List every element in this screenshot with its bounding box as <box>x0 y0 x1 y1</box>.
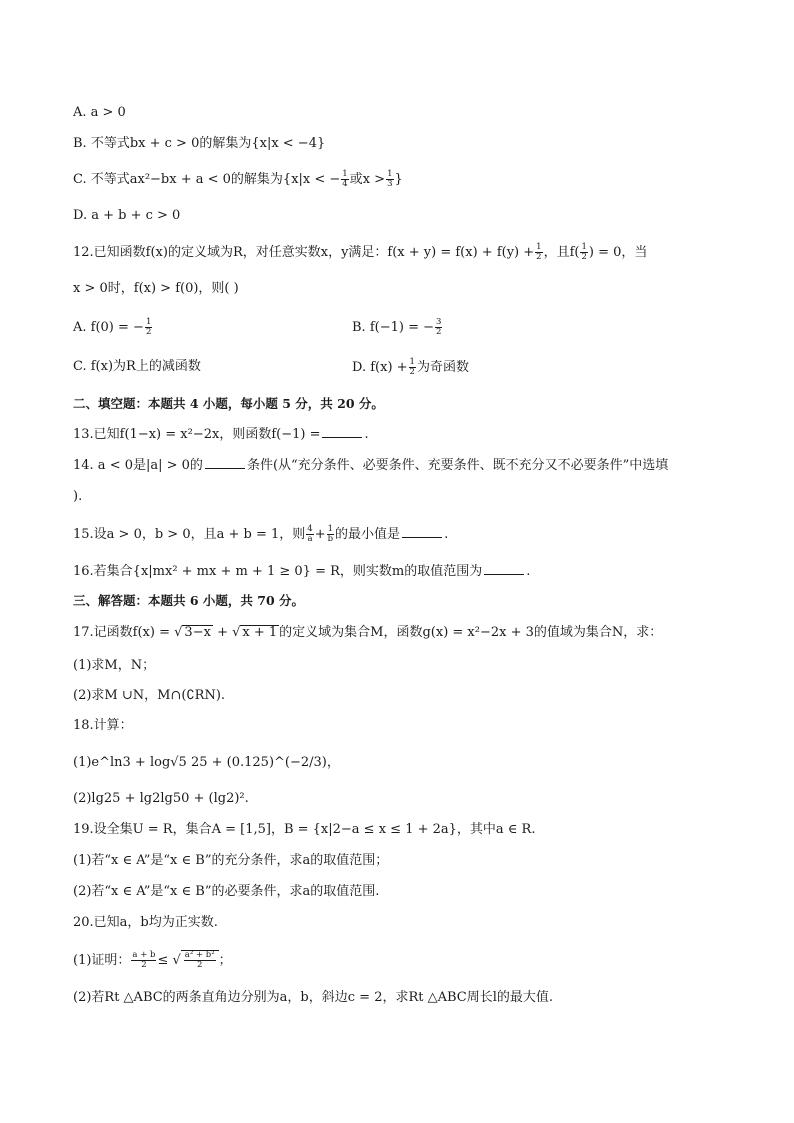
option-a-q12: A. f(0) = − $\frac{1}{2}$ <box>73 317 152 337</box>
option-c-q12: C. f(x)为R上的减函数 <box>73 359 201 374</box>
question-19-part2: (2)若“x ∈ A”是“x ∈ B”的必要条件，求a的取值范围. <box>73 884 380 899</box>
question-17-part2: (2)求M ∪N，M∩(∁RN). <box>73 688 226 703</box>
option-d-q12: D. f(x) + $\frac{1}{2}$ 为奇函数 <box>352 357 469 377</box>
question-19-part1: (1)若“x ∈ A”是“x ∈ B”的充分条件，求a的取值范围； <box>73 853 389 868</box>
question-18-part2: (2)lg25 + lg2lg50 + (lg2)². <box>73 791 249 806</box>
fraction: $\frac{1}{2}$ <box>536 242 542 262</box>
question-20-part2: (2)若Rt △ABC的两条直角边分别为a，b，斜边c = 2，求Rt △ABC周长l的最大值. <box>73 990 554 1005</box>
answer-blank[interactable] <box>484 562 524 575</box>
question-18: 18.计算： <box>73 718 133 733</box>
question-15: 15.设a > 0，b > 0，且a + b = 1，则 $\frac{4}{a}$ + $\frac{1}{b}$ 的最小值是 . <box>73 524 449 544</box>
question-19: 19.设全集U = R，集合A = [1,5]，B = {x|2−a ≤ x ≤ 1 + 2a}，其中a ∈ R. <box>73 822 536 837</box>
section-heading-solve: 三、解答题：本题共 6 小题，共 70 分。 <box>73 593 305 608</box>
fraction: $\frac{4}{a}$ <box>307 524 313 544</box>
question-13: 13.已知f(1−x) = x²−2x，则函数f(−1) = . <box>73 427 369 442</box>
question-20: 20.已知a，b均为正实数. <box>73 915 218 930</box>
answer-blank[interactable] <box>402 525 442 538</box>
answer-blank[interactable] <box>322 425 362 438</box>
question-14-line1: 14. a < 0是|a| > 0的 条件(从“充分条件、必要条件、充要条件、既不充分又不必要条件”中选填 <box>73 458 669 473</box>
fraction: $\frac{\text{a² + b²}}{2}$ <box>184 950 215 970</box>
option-b-q12: B. f(−1) = − $\frac{3}{2}$ <box>352 317 442 337</box>
fraction: $\frac{1}{4}$ <box>342 169 348 189</box>
fraction: $\frac{1}{b}$ <box>327 524 334 544</box>
question-20-part1: (1)证明： $\frac{a + b}{2}$ ≤ √ $\frac{\text{a² + b²}}{2}$ ； <box>73 950 232 970</box>
option-a-q11: A. a > 0 <box>73 105 126 120</box>
question-17: 17.记函数f(x) = √ 3−x + √ x + 1 的定义域为集合M，函数g(x) = x²−2x + 3的值域为集合N，求： <box>73 625 663 640</box>
question-12-line2: x > 0时，f(x) > f(0)，则( ) <box>73 281 239 296</box>
option-c-q11: C. 不等式ax²−bx + a < 0的解集为{x|x < − $\frac{1}{4}$ 或x > $\frac{1}{3}$ } <box>73 169 403 189</box>
question-18-part1: (1)e^ln3 + log√5 25 + (0.125)^(−2/3)， <box>73 755 340 770</box>
question-16: 16.若集合{x|mx² + mx + m + 1 ≥ 0} = R，则实数m的取值范围为 . <box>73 564 531 579</box>
option-d-q11: D. a + b + c > 0 <box>73 208 181 223</box>
fraction: $\frac{1}{2}$ <box>409 357 415 377</box>
fraction: $\frac{1}{2}$ <box>145 317 152 337</box>
question-17-part1: (1)求M，N； <box>73 658 156 673</box>
fraction: $\frac{1}{3}$ <box>387 169 393 189</box>
option-b-q11: B. 不等式bx + c > 0的解集为{x|x < −4} <box>73 136 326 151</box>
question-12-line1: 12.已知函数f(x)的定义域为R，对任意实数x，y满足：f(x + y) = f(x) + f(y) + $\frac{1}{2}$ ，且f( $\frac{1}{2}$ ) = 0，当 <box>73 242 648 262</box>
answer-blank[interactable] <box>205 456 245 469</box>
section-heading-fill-blank: 二、填空题：本题共 4 小题，每小题 5 分，共 20 分。 <box>73 396 384 411</box>
fraction: $\frac{3}{2}$ <box>436 317 442 337</box>
fraction: $\frac{1}{2}$ <box>581 242 587 262</box>
fraction: $\frac{a + b}{2}$ <box>132 950 156 970</box>
question-14-line2: ). <box>73 489 83 504</box>
